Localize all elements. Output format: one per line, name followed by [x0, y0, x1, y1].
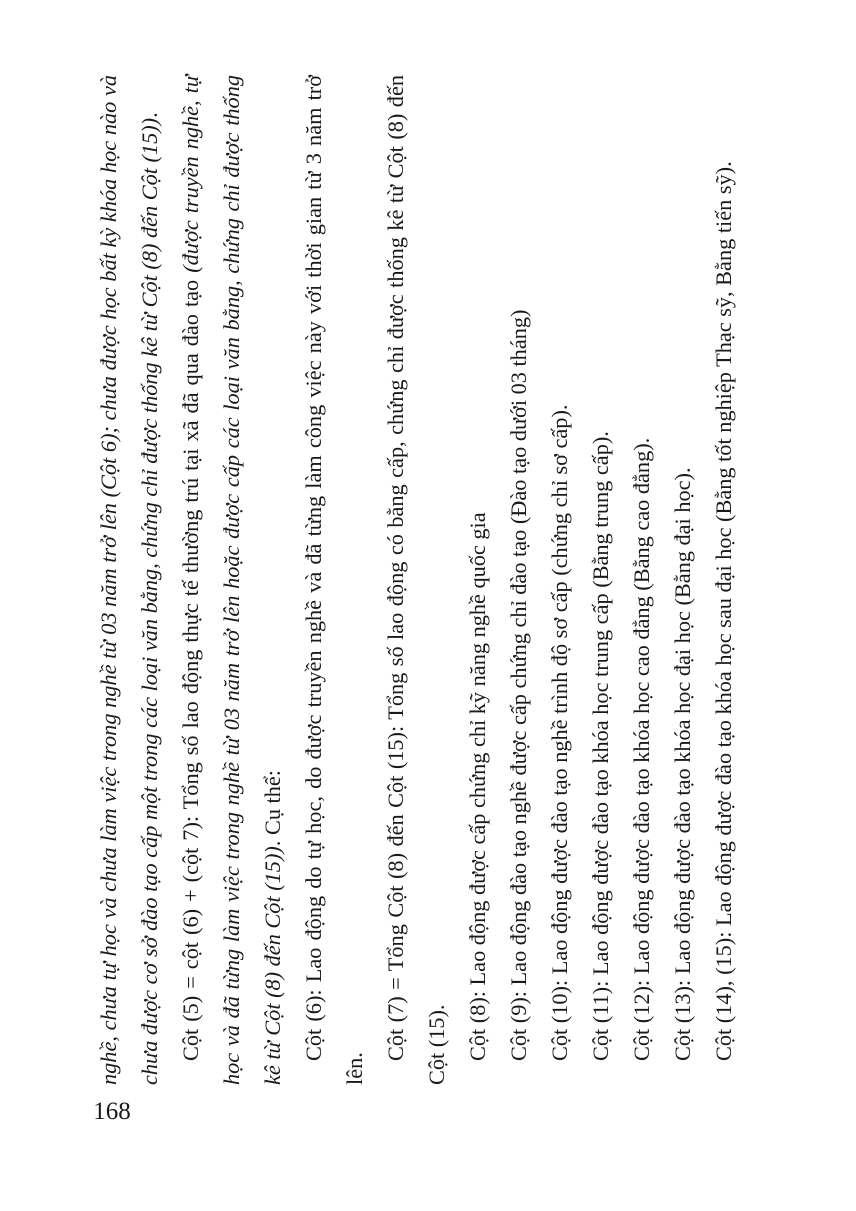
paragraph-cot-6	[293, 75, 375, 1085]
text-segment: Cột (5) = cột (6) + (cột 7): Tổng số lao động thực tế thường trú tại xã đã qua đào tạo	[178, 272, 203, 1061]
text-segment: . Cụ thể:	[260, 770, 285, 847]
page-number: 168	[93, 1098, 131, 1125]
column-item-12: Cột (12): Lao động được đào tạo khóa học cao đẳng (Bằng cao đẳng).	[629, 437, 654, 1061]
column-item-9: Cột (9): Lao động đào tạo nghề được cấp chứng chỉ đào tạo (Đào tạo dưới 03 tháng)	[506, 309, 531, 1061]
text-segment: nghề, chưa tự học và chưa làm việc trong nghề từ 03 năm trở lên (Cột 6); chưa được học bất kỳ khóa học nào và chưa được cơ sở đào tạo cấp một trong các loại văn bằng, chứng chỉ được thống kê từ Cột (8) đến Cột (15))	[96, 75, 162, 1085]
rotated-page-body	[88, 75, 768, 1085]
column-item-8: Cột (8): Lao động được cấp chứng chỉ kỹ năng nghề quốc gia	[465, 512, 490, 1061]
text-segment: (được truyền nghề, tự học và đã từng làm việc trong nghề từ 03 năm trở lên hoặc được cấp các loại văn bằng, chứng chỉ được thống kê từ Cột (8) đến Cột (15))	[178, 75, 285, 1085]
text-segment: Cột (6): Lao động do tự học, do được truyền nghề và đã từng làm công việc này với thời gian từ 3 năm trở lên.	[301, 75, 367, 1085]
paragraph-cot-5	[170, 75, 293, 1085]
column-item-10: Cột (10): Lao động được đào tạo nghề trình độ sơ cấp (chứng chỉ sơ cấp).	[547, 404, 572, 1061]
text-segment: .	[137, 112, 162, 118]
column-item-11: Cột (11): Lao động được đào tạo khóa học trung cấp (Bằng trung cấp).	[588, 431, 613, 1061]
text-segment: Cột (7) = Tổng Cột (8) đến Cột (15): Tổng số lao động có bằng cấp, chứng chỉ được thống kê từ Cột (8) đến Cột (15).	[383, 75, 449, 1085]
paragraph-cot-7	[375, 75, 457, 1085]
column-item-13: Cột (13): Lao động được đào tạo khóa học đại học (Bằng đại học).	[670, 467, 695, 1061]
paragraph-continuation	[88, 75, 170, 1085]
column-item-14-15: Cột (14), (15): Lao động được đào tạo khóa học sau đại học (Bằng tốt nghiệp Thạc sỹ, Bằng tiến sỹ).	[711, 161, 736, 1061]
